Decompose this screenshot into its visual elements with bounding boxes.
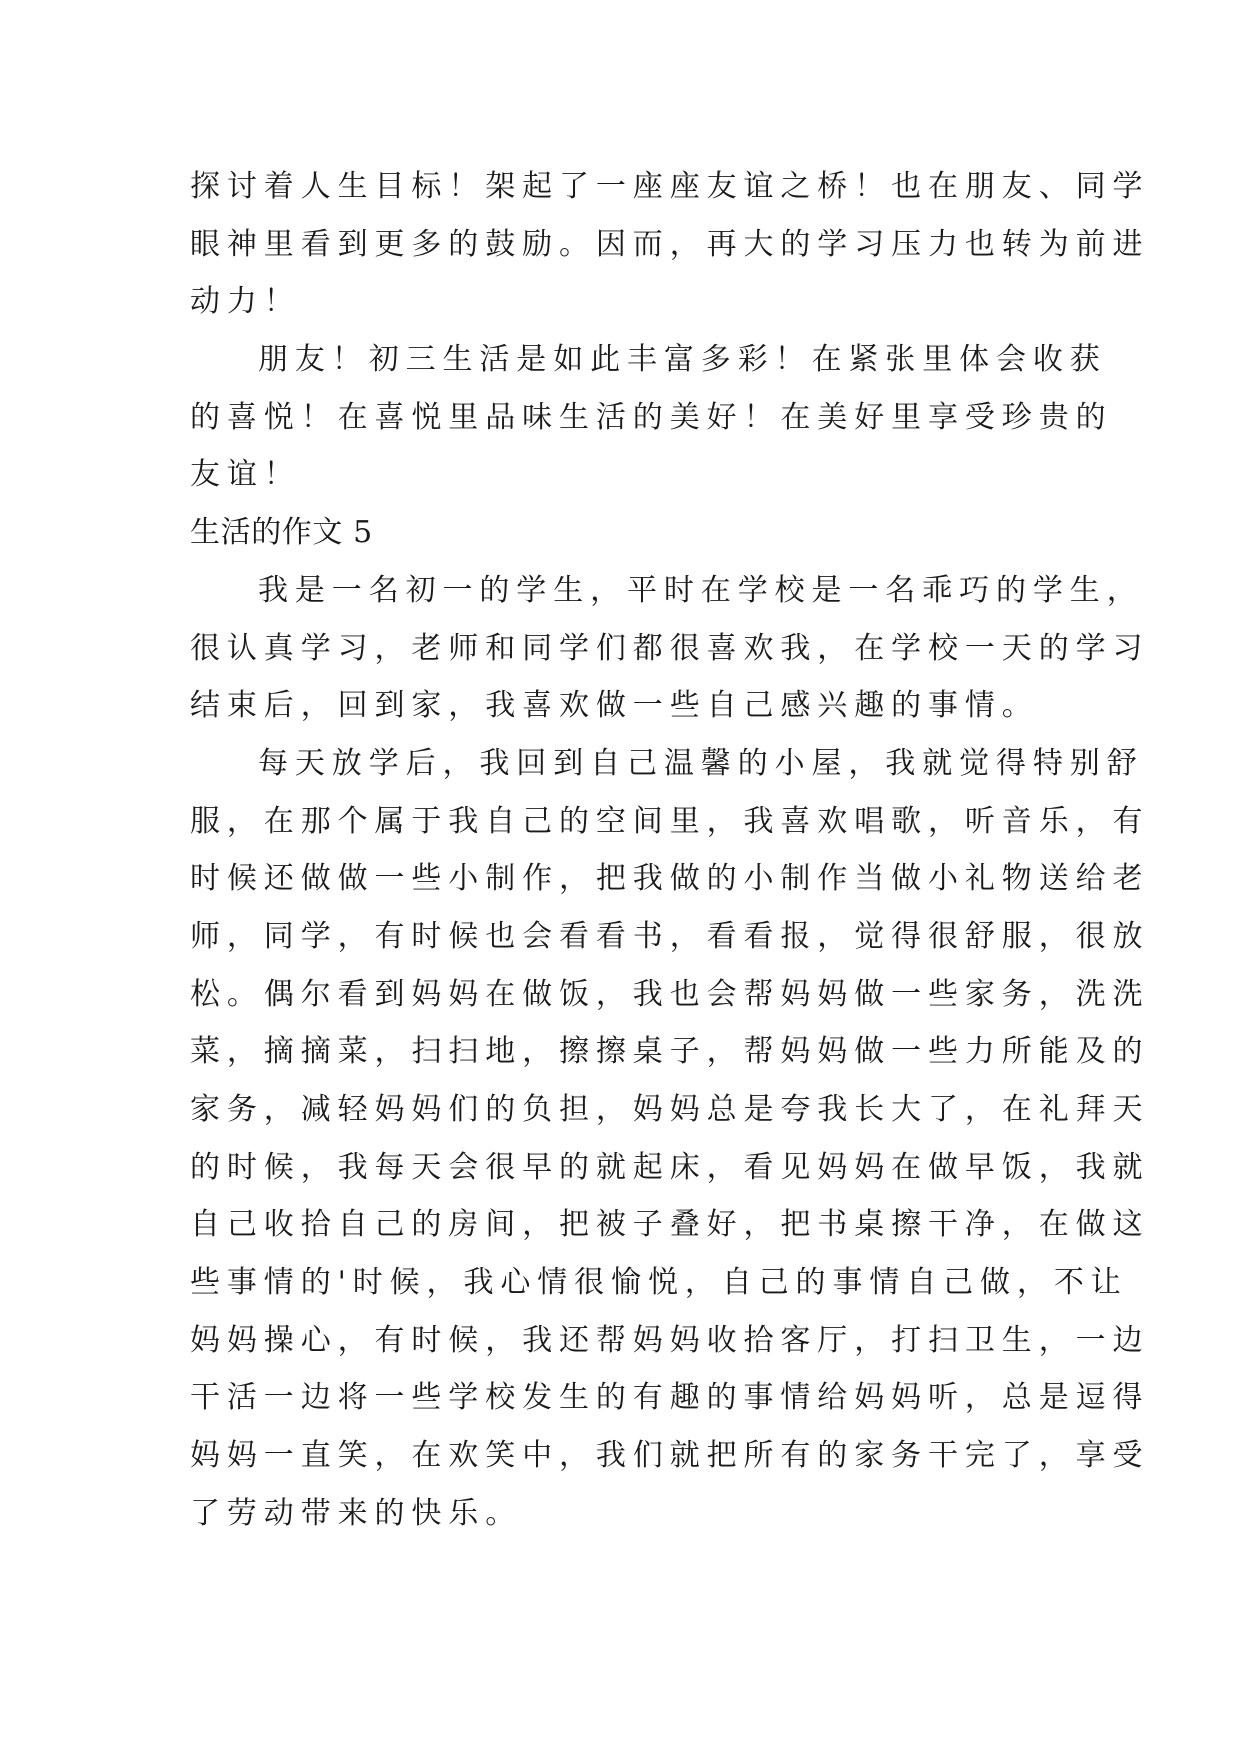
section-heading: 生活的作文 5: [190, 515, 373, 551]
text-line: 友谊！: [190, 457, 301, 493]
paragraph-first-line: 朋友！初三生活是如此丰富多彩！在紧张里体会收获: [258, 342, 1107, 378]
text-line: 松。偶尔看到妈妈在做饭，我也会帮妈妈做一些家务，洗洗: [190, 976, 1150, 1012]
text-line: 的时候，我每天会很早的就起床，看见妈妈在做早饭，我就: [190, 1149, 1150, 1185]
text-line: 妈妈一直笑，在欢笑中，我们就把所有的家务干完了，享受: [190, 1438, 1150, 1474]
text-line: 很认真学习，老师和同学们都很喜欢我，在学校一天的学习: [190, 630, 1150, 666]
paragraph-first-line: 每天放学后，我回到自己温馨的小屋，我就觉得特别舒: [258, 745, 1144, 781]
text-line: 的喜悦！在喜悦里品味生活的美好！在美好里享受珍贵的: [190, 399, 1113, 435]
text-line: 家务，减轻妈妈们的负担，妈妈总是夸我长大了，在礼拜天: [190, 1092, 1150, 1127]
text-line: 动力！: [190, 284, 301, 320]
text-line: 师，同学，有时候也会看看书，看看报，觉得很舒服，很放: [190, 918, 1150, 954]
text-line: 菜，摘摘菜，扫扫地，擦擦桌子，帮妈妈做一些力所能及的: [190, 1034, 1150, 1070]
text-line: 干活一边将一些学校发生的有趣的事情给妈妈听，总是逗得: [190, 1380, 1150, 1416]
text-line: 妈妈操心，有时候，我还帮妈妈收拾客厅，打扫卫生，一边: [190, 1322, 1150, 1358]
text-line: 自己收拾自己的房间，把被子叠好，把书桌擦干净，在做这: [190, 1207, 1150, 1243]
text-line: 时候还做做一些小制作，把我做的小制作当做小礼物送给老: [190, 861, 1150, 897]
essay-body: [190, 158, 1150, 1543]
text-line: 探讨着人生目标！架起了一座座友谊之桥！也在朋友、同学: [190, 169, 1150, 204]
text-line: 了劳动带来的快乐。: [190, 1495, 523, 1531]
text-line: 些事情的'时候，我心情很愉悦，自己的事情自己做，不让: [190, 1265, 1128, 1301]
text-line: 服，在那个属于我自己的空间里，我喜欢唱歌，听音乐，有: [190, 803, 1150, 839]
text-line: 结束后，回到家，我喜欢做一些自己感兴趣的事情。: [190, 688, 1039, 724]
text-line: 眼神里看到更多的鼓励。因而，再大的学习压力也转为前进: [190, 226, 1150, 262]
paragraph-first-line: 我是一名初一的学生，平时在学校是一名乖巧的学生，: [258, 572, 1144, 608]
